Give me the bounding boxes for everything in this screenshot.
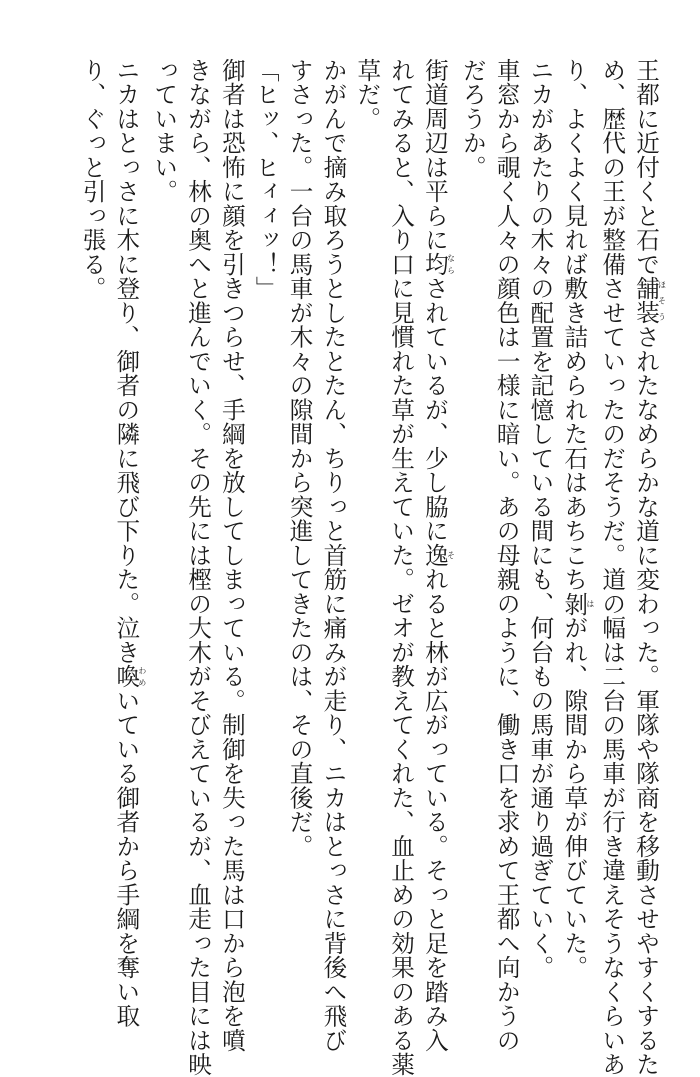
text-line — [180, 58, 214, 1077]
ruby-word — [112, 664, 147, 689]
ruby-base: 均 — [420, 252, 449, 277]
text-line — [417, 58, 456, 1053]
text-segment: れてみると、入り口に見慣れた草が生えていた。ゼオが教えてくれた、血止めの効果のある薬 — [387, 58, 416, 1077]
ruby-reading: は — [585, 591, 595, 616]
text-segment: いている御者から手綱を奪い取 — [112, 688, 141, 1028]
text-line — [489, 58, 523, 1053]
text-segment: 王都に近付くと石で — [632, 58, 660, 277]
text-segment: すさった。一台の馬車が木々の隙間から突進してきたのは、その直後だ。 — [285, 58, 314, 859]
text-segment: 街道周辺は平らに — [420, 58, 449, 252]
text-segment: め、歴代の王が整備させていったのだそうだ。道の幅は二台の馬車が行き違えそうなくらいあ — [598, 58, 627, 1077]
text-line — [349, 58, 383, 978]
ruby-base: 剝 — [560, 591, 589, 616]
text-segment: きながら、林の奥へと進んでいく。その先には樫の大木がそびえているが、血走った目には映 — [184, 58, 213, 1077]
text-segment: 草だ。 — [353, 58, 382, 131]
text-line — [214, 58, 248, 1053]
text-segment: 御者は恐怖に顔を引きつらせ、手綱を放してしまっている。制御を失った馬は口から泡を噴 — [217, 58, 246, 1053]
text-line — [109, 58, 147, 1028]
text-segment: り、ぐっと引っ張る。 — [78, 58, 107, 301]
ruby-base: 喚 — [112, 664, 141, 689]
text-segment: ニカがあたりの木々の配置を記憶している間にも、何台もの馬車が通り過ぎていく。 — [526, 58, 555, 980]
vertical-text-body — [75, 58, 667, 1077]
text-segment: されたなめらかな道に変わった。軍隊や隊商を移動させやすくするた — [632, 324, 660, 1077]
text-line — [316, 58, 350, 1053]
ruby-reading: わめ — [137, 664, 147, 689]
text-segment: ニカはとっさに木に登り、御者の隣に飛び下りた。泣き — [112, 58, 141, 665]
text-line — [455, 58, 489, 978]
text-line — [248, 58, 282, 978]
ruby-word — [420, 543, 456, 568]
text-segment: がれ、隙間から草が伸びていた。 — [560, 615, 589, 980]
ruby-reading: なら — [446, 252, 456, 277]
ruby-word — [420, 252, 456, 277]
ruby-word — [632, 276, 667, 325]
text-segment: されているが、少し脇に — [420, 276, 449, 543]
text-segment: っていまい。 — [150, 58, 179, 204]
text-line — [282, 58, 316, 978]
text-line — [523, 58, 557, 978]
text-segment: り、よくよく見れば敷き詰められた石はあちこち — [560, 58, 589, 592]
text-line — [628, 58, 667, 1077]
text-line — [383, 58, 417, 1077]
text-segment: だろうか。 — [458, 58, 487, 180]
text-segment: 車窓から覗く人々の顔色は一様に暗い。あの母親のように、働き口を求めて王都へ向かうの — [492, 58, 521, 1053]
ruby-base: 舗装 — [632, 276, 660, 325]
text-line — [75, 58, 109, 978]
ruby-word — [560, 591, 595, 616]
ruby-reading: そ — [446, 543, 456, 568]
text-segment: れると林が広がっている。そっと足を踏み入 — [420, 567, 449, 1053]
ruby-base: 逸 — [420, 543, 449, 568]
text-segment: 「ヒッ、ヒィィッ！」 — [251, 58, 280, 301]
text-line — [556, 58, 594, 978]
text-segment: かがんで摘み取ろうとしたとたん、ちりっと首筋に痛みが走り、ニカはとっさに背後へ飛び — [319, 58, 348, 1053]
ruby-reading: ほそう — [657, 276, 667, 325]
text-line — [594, 58, 628, 1077]
text-line — [146, 58, 180, 978]
